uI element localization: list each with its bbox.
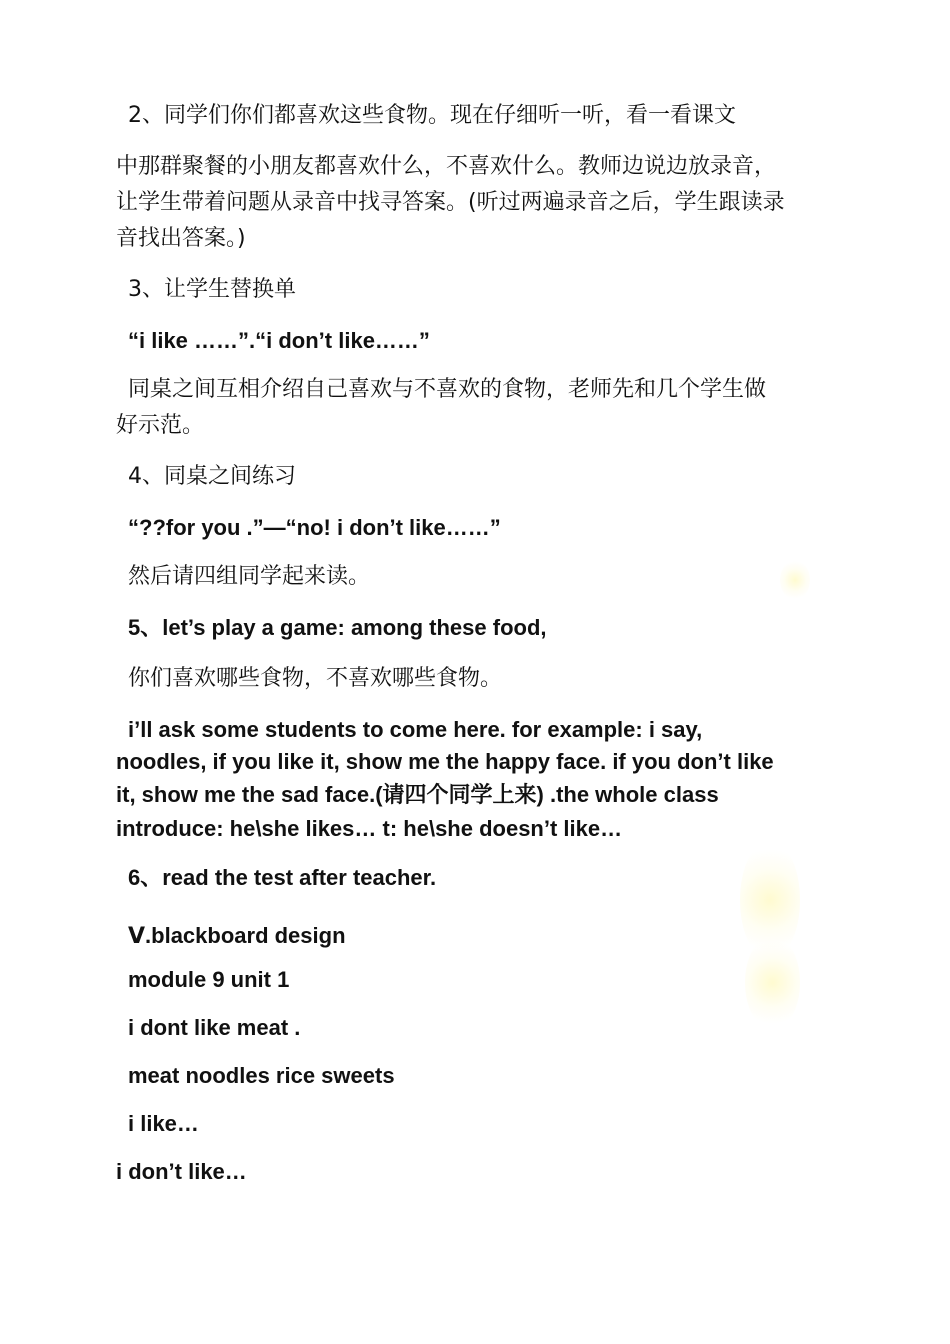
section-heading: Ⅴ.blackboard design <box>128 923 346 948</box>
paragraph-line: introduce: he\she likes… t: he\she doesn’t like… <box>116 816 623 841</box>
paragraph-line: i don’t like… <box>116 1159 247 1184</box>
paragraph-line: module 9 unit 1 <box>128 967 290 992</box>
paragraph-line: 同桌之间互相介绍自己喜欢与不喜欢的食物，老师先和几个学生做 <box>128 377 767 402</box>
paragraph-line: 2、同学们你们都喜欢这些食物。现在仔细听一听，看一看课文 <box>128 103 736 128</box>
paragraph-line: “i like ……”.“i don’t like……” <box>128 328 430 353</box>
paragraph-line: 然后请四组同学起来读。 <box>128 564 371 589</box>
paragraph-line: 让学生带着问题从录音中找寻答案。(听过两遍录音之后，学生跟读录 <box>116 190 785 215</box>
background-glow <box>745 935 800 1030</box>
paragraph-line: 3、让学生替换单 <box>128 277 296 302</box>
paragraph-line: i’ll ask some students to come here. for example: i say, <box>128 717 703 742</box>
paragraph-line: 你们喜欢哪些食物，不喜欢哪些食物。 <box>128 666 503 691</box>
paragraph-line: 6、read the test after teacher. <box>128 865 437 890</box>
paragraph-line: 中那群聚餐的小朋友都喜欢什么，不喜欢什么。教师边说边放录音， <box>116 154 777 179</box>
paragraph-line: 4、同桌之间练习 <box>128 464 296 489</box>
paragraph-line: i like… <box>128 1111 199 1136</box>
background-glow <box>780 560 810 600</box>
paragraph-line: 好示范。 <box>116 413 205 438</box>
paragraph-line: noodles, if you like it, show me the happy face. if you don’t like <box>116 749 774 774</box>
paragraph-line: 5、let’s play a game: among these food, <box>128 615 547 640</box>
paragraph-line: “??for you .”—“no! i don’t like……” <box>128 515 501 540</box>
paragraph-line: meat noodles rice sweets <box>128 1063 395 1088</box>
paragraph-line: i dont like meat . <box>128 1015 301 1040</box>
paragraph-line: 音找出答案。) <box>116 226 246 251</box>
paragraph-line: it, show me the sad face.(请四个同学上来) .the whole class <box>116 782 719 807</box>
